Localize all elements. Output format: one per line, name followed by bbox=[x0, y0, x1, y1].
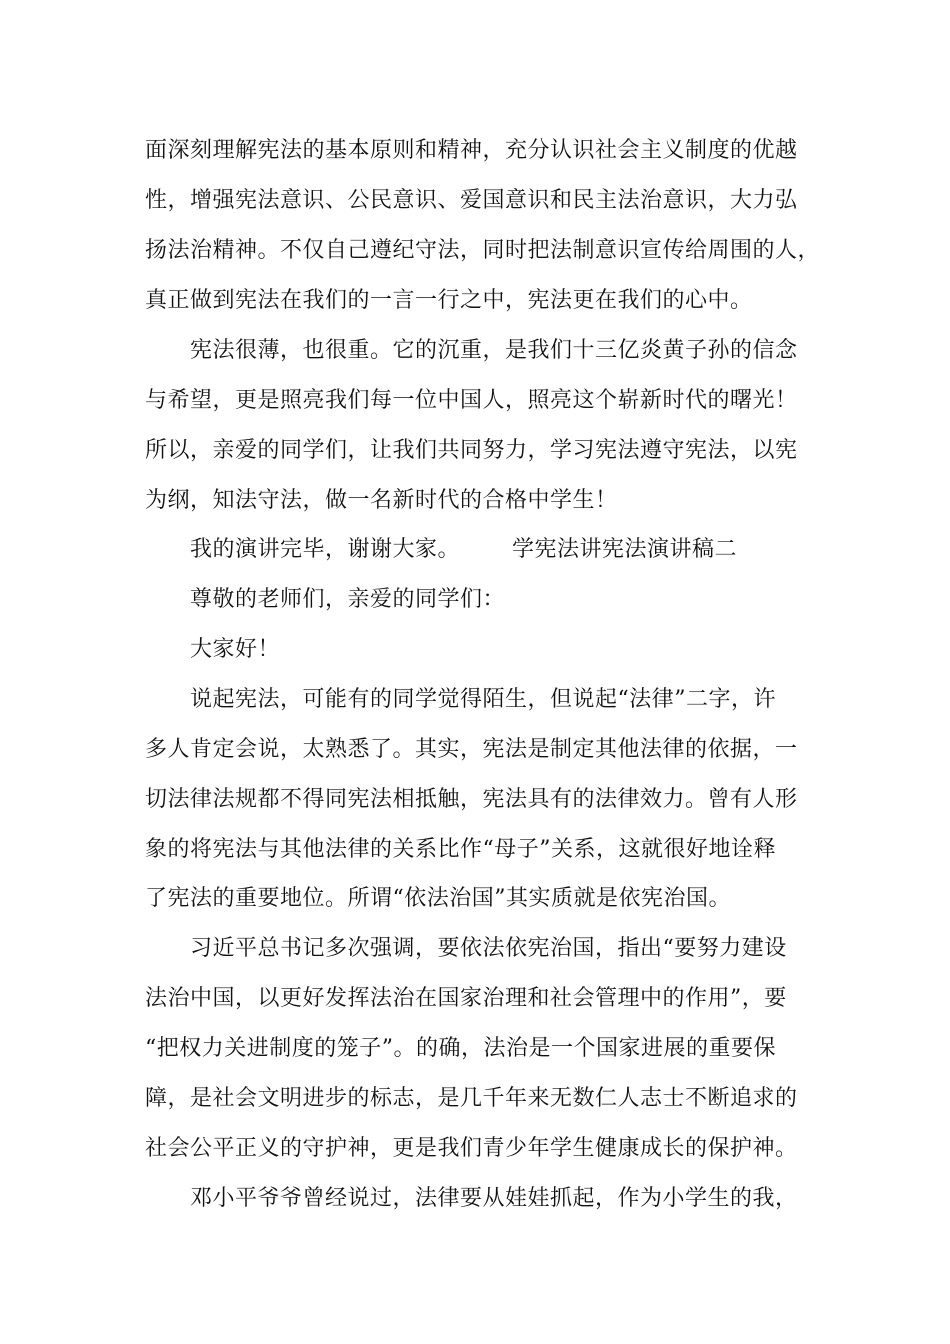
paragraph-line: 为纲，知法守法，做一名新时代的合格中学生！ bbox=[145, 488, 618, 513]
paragraph-line: 面深刻理解宪法的基本原则和精神，充分认识社会主义制度的优越 bbox=[145, 138, 798, 163]
paragraph-line: 性，增强宪法意识、公民意识、爱国意识和民主法治意识，大力弘 bbox=[145, 188, 798, 213]
paragraph-line: 说起宪法，可能有的同学觉得陌生，但说起“法律”二字，许 bbox=[190, 687, 776, 712]
paragraph-line: 真正做到宪法在我们的一言一行之中，宪法更在我们的心中。 bbox=[145, 288, 753, 313]
salutation-line: 尊敬的老师们，亲爱的同学们： bbox=[190, 587, 506, 612]
paragraph-line: 习近平总书记多次强调，要依法依宪治国，指出“要努力建设 bbox=[190, 936, 787, 961]
section-title: 学宪法讲宪法演讲稿二 bbox=[512, 537, 738, 562]
paragraph-line: 邓小平爷爷曾经说过，法律要从娃娃抓起，作为小学生的我， bbox=[190, 1186, 798, 1211]
closing-text: 我的演讲完毕，谢谢大家。 bbox=[190, 537, 461, 562]
paragraph-line: 扬法治精神。不仅自己遵纪守法，同时把法制意识宣传给周围的人， bbox=[145, 238, 821, 263]
paragraph-line: 所以，亲爱的同学们，让我们共同努力，学习宪法遵守宪法，以宪 bbox=[145, 438, 798, 463]
closing-line bbox=[0, 535, 950, 565]
paragraph-line: 社会公平正义的守护神，更是我们青少年学生健康成长的保护神。 bbox=[145, 1136, 798, 1161]
paragraph-line: 象的将宪法与其他法律的关系比作“母子”关系，这就很好地诠释 bbox=[145, 837, 776, 862]
paragraph-line: 法治中国，以更好发挥法治在国家治理和社会管理中的作用”，要 bbox=[145, 986, 787, 1011]
paragraph-line: 与希望，更是照亮我们每一位中国人，照亮这个崭新时代的曙光！ bbox=[145, 388, 798, 413]
paragraph-line: “把权力关进制度的笼子”。的确，法治是一个国家进展的重要保 bbox=[145, 1036, 776, 1061]
paragraph-line: 了宪法的重要地位。所谓“依法治国”其实质就是依宪治国。 bbox=[145, 886, 731, 911]
greeting-line: 大家好！ bbox=[190, 637, 281, 662]
paragraph-line: 多人肯定会说，太熟悉了。其实，宪法是制定其他法律的依据，一 bbox=[145, 737, 798, 762]
paragraph-line: 障，是社会文明进步的标志，是几千年来无数仁人志士不断追求的 bbox=[145, 1086, 798, 1111]
paragraph-line: 切法律法规都不得同宪法相抵触，宪法具有的法律效力。曾有人形 bbox=[145, 787, 798, 812]
paragraph-line: 宪法很薄，也很重。它的沉重，是我们十三亿炎黄子孙的信念 bbox=[190, 338, 798, 363]
